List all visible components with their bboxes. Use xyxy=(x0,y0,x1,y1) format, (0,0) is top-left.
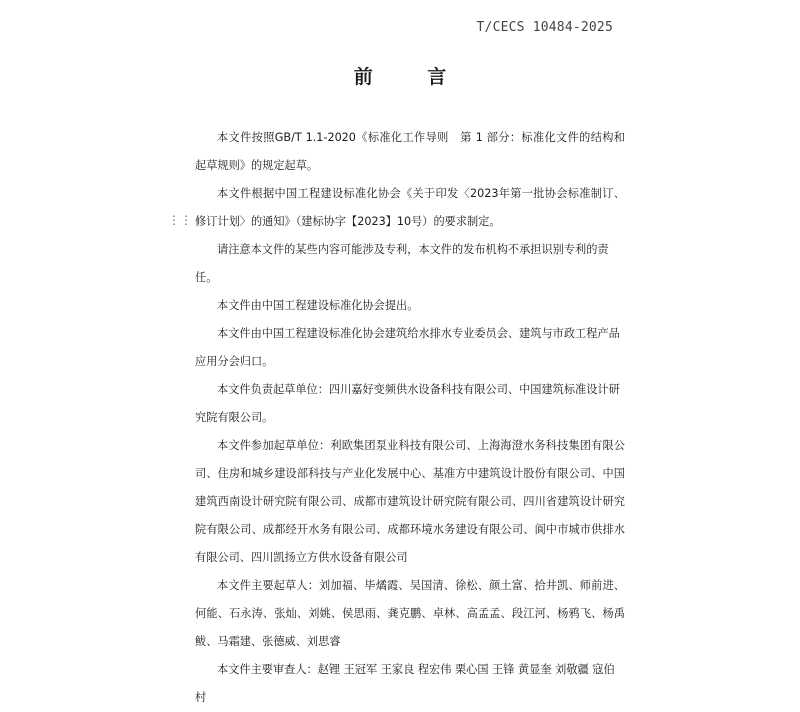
paragraph-main-reviewers: 本文件主要审查人：赵锂 王冠军 王家良 程宏伟 栗心国 王锋 黄显奎 刘敬疆 寇伯村 xyxy=(195,663,615,704)
document-code: T/CECS 10484-2025 xyxy=(476,20,613,35)
paragraph-lead-drafting-units: 本文件负责起草单位：四川嘉好变频供水设备科技有限公司、中国建筑标准设计研究院有限公司。 xyxy=(195,383,620,424)
page-title: 前 言 xyxy=(353,66,471,88)
paragraph-main-drafters: 本文件主要起草人：刘加福、毕燏霞、吴国清、徐松、颜土富、拾井凯、师前进、何能、石永涛、张灿、刘姚、侯思雨、龚克鹏、卓林、高孟孟、段江河、杨鸦飞、杨禹鲅、马霜建、张德威、刘思睿 xyxy=(195,579,625,648)
paragraph-drafting-rules: 本文件按照GB/T 1.1-2020《标准化工作导则 第 1 部分：标准化文件的结构和起草规则》的规定起草。 xyxy=(195,131,625,172)
paragraph-patent-notice: 请注意本文件的某些内容可能涉及专利，本文件的发布机构不承担识别专利的责任。 xyxy=(195,243,609,284)
document-body xyxy=(195,124,625,712)
paragraph-responsible-committee: 本文件由中国工程建设标准化协会建筑给水排水专业委员会、建筑与市政工程产品应用分会归口。 xyxy=(195,327,620,368)
paragraph-plan-basis: 本文件根据中国工程建设标准化协会《关于印发〈2023年第一批协会标准制订、修订计划〉的通知》（建标协字【2023】10号）的要求制定。 xyxy=(195,187,625,228)
drag-handle-icon[interactable]: ⋮⋮ xyxy=(168,213,192,227)
paragraph-proposer: 本文件由中国工程建设标准化协会提出。 xyxy=(217,299,419,312)
paragraph-participating-units: 本文件参加起草单位：利欧集团泵业科技有限公司、上海海澄水务科技集团有限公司、住房和城乡建设部科技与产业化发展中心、基准方中建筑设计股份有限公司、中国建筑西南设计研究院有限公司、成都市建筑设计研究院有限公司、四川省建筑设计研究院有限公司、成都经开水务有限公司、成都环境水务建设有限公司、阆中市城市供排水有限公司、四川凯扬立方供水设备有限公司 xyxy=(195,439,625,564)
